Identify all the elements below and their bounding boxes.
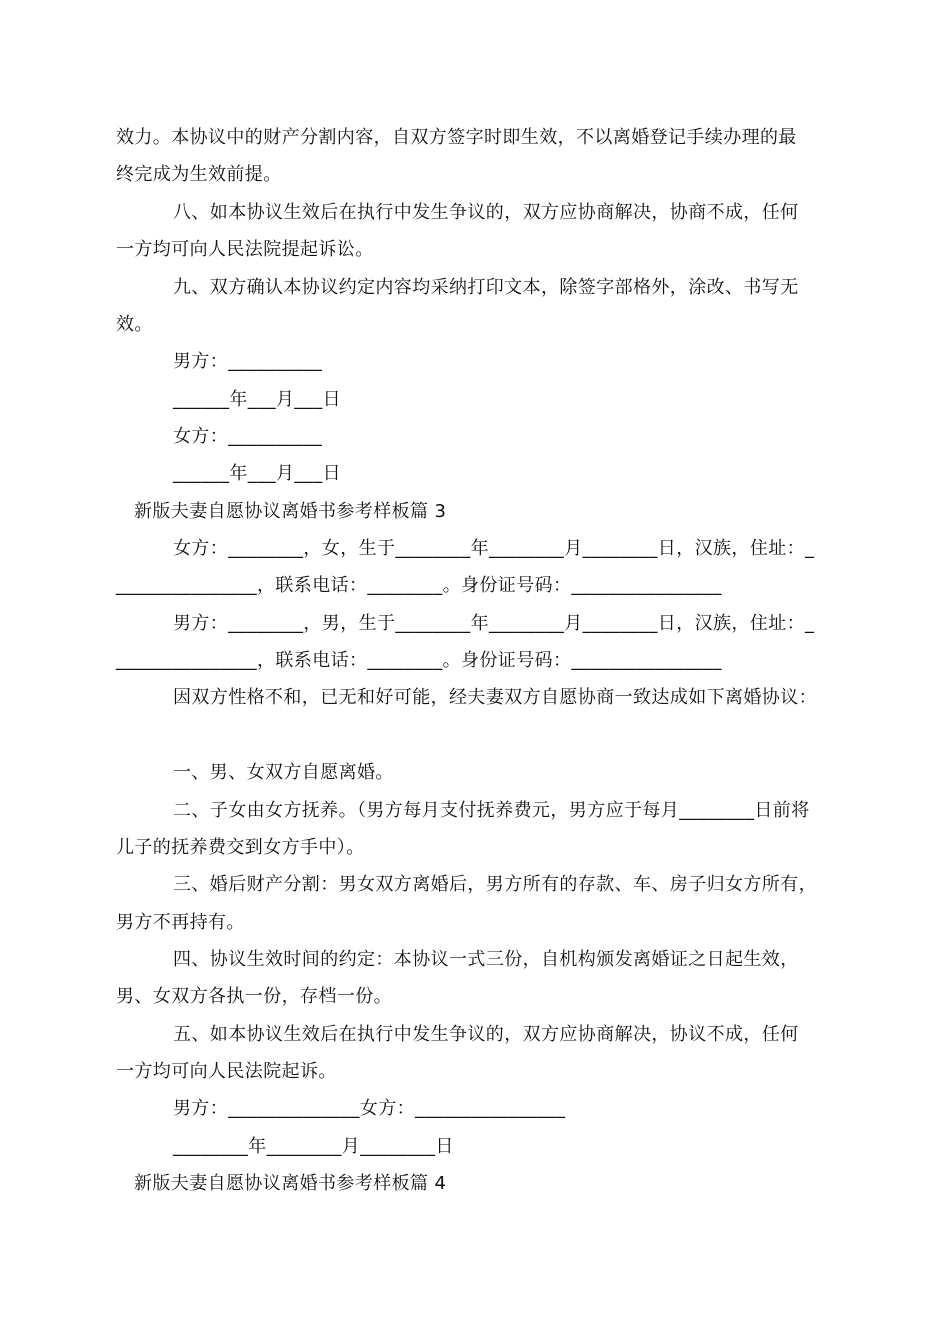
paragraph-line: 女方：________，女，生于________年________月________日，汉族，住址：_ bbox=[173, 538, 815, 559]
paragraph-line: 男方：________，男，生于________年________月________日，汉族，住址：_ bbox=[173, 613, 815, 634]
signature-line-female: 女方：__________ bbox=[173, 426, 323, 447]
date-line: ______年___月___日 bbox=[173, 463, 341, 484]
signature-line-male: 男方：__________ bbox=[173, 351, 323, 372]
paragraph-line: 五、如本协议生效后在执行中发生争议的，双方应协商解决，协议不成，任何 bbox=[173, 1024, 799, 1045]
paragraph-line: _______________，联系电话：________。身份证号码：________________ bbox=[116, 575, 722, 596]
paragraph-line: 八、如本协议生效后在执行中发生争议的，双方应协商解决，协商不成，任何 bbox=[173, 202, 799, 223]
paragraph-line: 一方均可向人民法院起诉。 bbox=[116, 1061, 337, 1082]
paragraph-line: 一、男、女双方自愿离婚。 bbox=[173, 762, 394, 783]
date-line: ________年________月________日 bbox=[173, 1136, 454, 1157]
paragraph-line: 效力。本协议中的财产分割内容，自双方签字时即生效，不以离婚登记手续办理的最 bbox=[116, 127, 797, 148]
paragraph-line: 四、协议生效时间的约定：本协议一式三份，自机构颁发离婚证之日起生效， bbox=[173, 949, 799, 970]
paragraph-line: 三、婚后财产分割：男女双方离婚后，男方所有的存款、车、房子归女方所有， bbox=[173, 874, 817, 895]
paragraph-line: 男方不再持有。 bbox=[116, 912, 245, 933]
paragraph-line: 二、子女由女方抚养。（男方每月支付抚养费元，男方应于每月________日前将 bbox=[173, 800, 810, 821]
paragraph-line: 九、双方确认本协议约定内容均采纳打印文本，除签字部格外，涂改、书写无 bbox=[173, 277, 799, 298]
paragraph-line: 男、女双方各执一份，存档一份。 bbox=[116, 986, 392, 1007]
paragraph-line: 效。 bbox=[116, 314, 153, 335]
signature-line: 男方：______________女方：________________ bbox=[173, 1098, 566, 1119]
section-heading: 新版夫妻自愿协议离婚书参考样板篇 3 bbox=[134, 501, 447, 522]
paragraph-line: 一方均可向人民法院提起诉讼。 bbox=[116, 239, 374, 260]
paragraph-line: _______________，联系电话：________。身份证号码：________________ bbox=[116, 650, 722, 671]
paragraph-line: 终完成为生效前提。 bbox=[116, 164, 282, 185]
paragraph-line: 因双方性格不和，已无和好可能，经夫妻双方自愿协商一致达成如下离婚协议： bbox=[173, 687, 817, 708]
date-line: ______年___月___日 bbox=[173, 389, 341, 410]
section-heading: 新版夫妻自愿协议离婚书参考样板篇 4 bbox=[134, 1173, 447, 1194]
paragraph-line: 儿子的抚养费交到女方手中）。 bbox=[116, 837, 365, 858]
